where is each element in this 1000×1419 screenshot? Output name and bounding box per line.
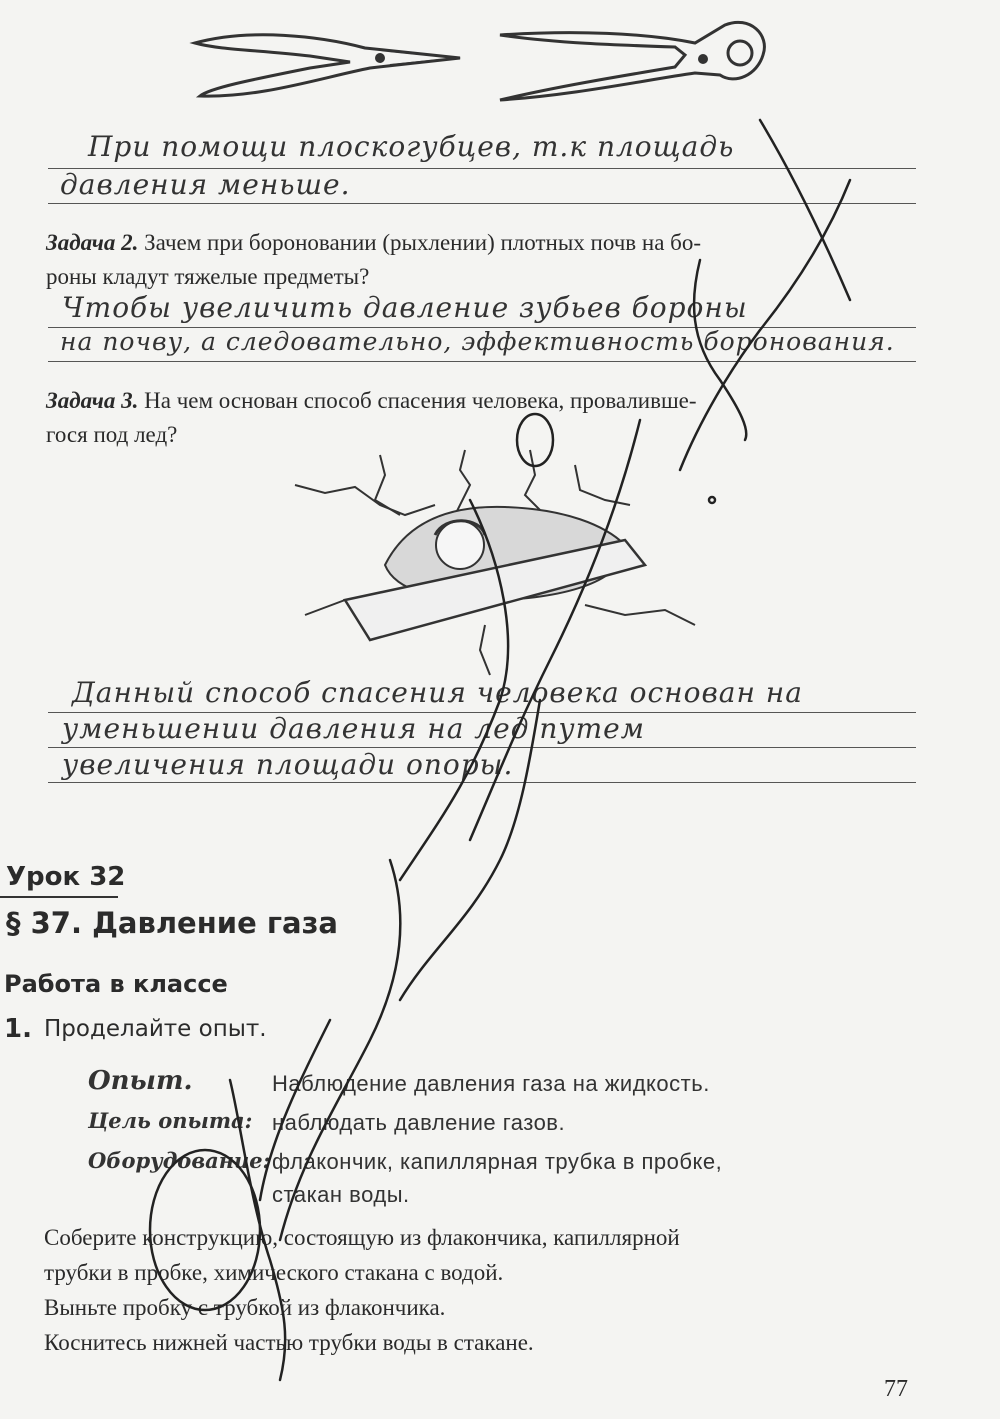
goal-label: Цель опыта: <box>88 1108 253 1133</box>
task2-answer-line2: на почву, а следовательно, эффективность боронования. <box>60 327 895 356</box>
top-answer-line1: При помощи плоскогубцев, т.к площадь <box>88 130 735 163</box>
instruction-line3: Выньте пробку с трубкой из флакончика. <box>44 1295 446 1320</box>
instruction-line1: Соберите конструкцию, состоящую из флакончика, капиллярной <box>44 1225 680 1250</box>
task2-label: Задача 2. <box>46 230 139 255</box>
top-answer-line2: давления меньше. <box>60 168 351 201</box>
experiment-text: Наблюдение давления газа на жидкость. <box>272 1071 710 1096</box>
goal-text: наблюдать давление газов. <box>272 1110 566 1135</box>
lesson-title: Урок 32 <box>6 862 126 892</box>
equipment-line1: флакончик, капиллярная трубка в пробке, <box>272 1149 723 1174</box>
task3-text-line1: На чем основан способ спасения человека, провалившe- <box>144 388 697 413</box>
task2-answer-line1: Чтобы увеличить давление зубьев бороны <box>62 291 748 324</box>
page-number: 77 <box>884 1376 908 1402</box>
task3-label: Задача 3. <box>46 388 139 413</box>
task3-text-line2: гося под лед? <box>46 422 178 447</box>
task2-text-line1: Зачем при бороновании (рыхлении) плотных почв на бо- <box>144 230 702 255</box>
instruction-line2: трубки в пробке, химического стакана с водой. <box>44 1260 504 1285</box>
equipment-line2: стакан воды. <box>272 1182 410 1207</box>
exercise-number: 1. <box>4 1014 32 1044</box>
task3-answer-line3: увеличения площади опоры. <box>62 748 514 781</box>
subsection-title: Работа в классе <box>4 970 228 998</box>
instruction-line4: Коснитесь нижней частью трубки воды в стакане. <box>44 1330 534 1355</box>
experiment-label: Опыт. <box>88 1066 193 1096</box>
task3-answer-line1: Данный способ спасения человека основан на <box>72 676 803 709</box>
task3-answer-line2: уменьшении давления на лед путем <box>62 712 645 745</box>
exercise-instruction: Проделайте опыт. <box>44 1016 267 1042</box>
section-title: § 37. Давление газа <box>6 906 338 940</box>
task2-text-line2: роны кладут тяжелые предметы? <box>46 264 370 289</box>
equipment-label: Оборудование: <box>88 1148 271 1173</box>
